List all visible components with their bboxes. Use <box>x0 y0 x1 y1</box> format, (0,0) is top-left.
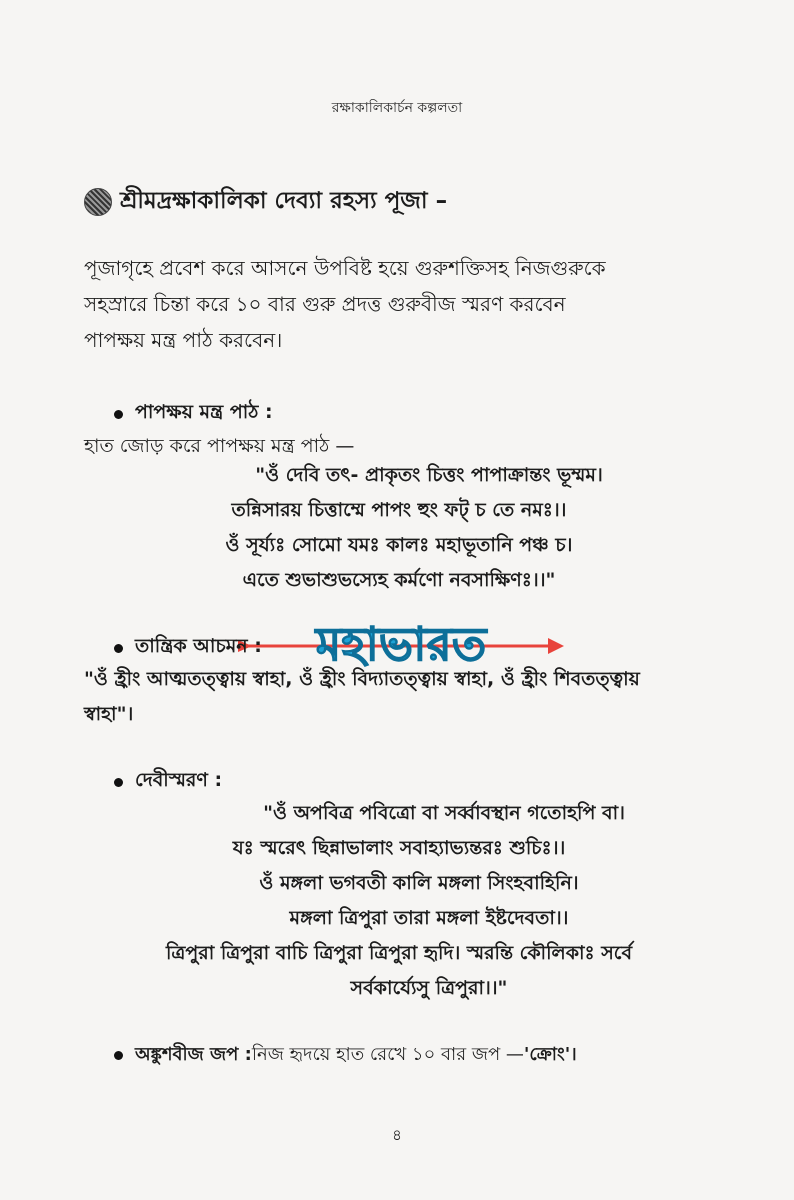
devismaran-mantra <box>84 796 714 1006</box>
mantra-line: "ওঁ অপবিত্র পবিত্রো বা সর্ব্বাবস্থান গতোহপি বা। <box>263 802 625 824</box>
intro-paragraph <box>84 250 714 358</box>
watermark-text: মহাভারত <box>315 617 487 671</box>
achaman-subheading <box>94 632 724 664</box>
bullet-dot-icon <box>114 644 123 653</box>
bullet-dot-icon <box>114 1051 123 1060</box>
achaman-line-2: স্বাহা"। <box>84 703 134 725</box>
intro-line-3: পাপক্ষয় মন্ত্র পাঠ করবেন। <box>84 328 283 352</box>
papakshay-title: পাপক্ষয় মন্ত্র পাঠ : <box>135 401 273 423</box>
achaman-mantra <box>84 662 724 732</box>
ankush-title: অঙ্কুশবীজ জপ : <box>135 1044 252 1065</box>
bullet-dot-icon <box>114 410 123 419</box>
mantra-line: ত্রিপুরা ত্রিপুরা বাচি ত্রিপুরা ত্রিপুরা হৃদি। স্মরন্তি কৌলিকাঃ সর্বে <box>165 942 633 964</box>
papakshay-mantra <box>84 458 714 598</box>
mantra-line: ওঁ মঙ্গলা ভগবতী কালি মঙ্গলা সিংহবাহিনি। <box>259 872 579 894</box>
running-header: রক্ষাকালিকার্চন কল্পলতা <box>331 100 463 116</box>
ankush-text: নিজ হৃদয়ে হাত রেখে ১০ বার জপ — <box>251 1044 524 1065</box>
devismaran-title: দেবীস্মরণ : <box>135 769 223 791</box>
page-number: ৪ <box>392 1126 402 1144</box>
mantra-line: ওঁ সূর্য্যঃ সোমো যমঃ কালঃ মহাভূতানি পঞ্চ চ। <box>225 534 573 556</box>
mantra-line: তন্নিসারয় চিত্তাম্মে পাপং হুং ফট্ চ তে নমঃ।। <box>231 499 567 521</box>
section-heading <box>84 182 714 221</box>
ankush-bija: 'ক্রোং'। <box>523 1044 577 1065</box>
mantra-line: এতে শুভাশুভস্যেহ কর্মণো নবসাক্ষিণঃ।।" <box>242 569 556 591</box>
intro-line-2: সহস্রারে চিন্তা করে ১০ বার গুরু প্রদত্ত গুরুবীজ স্মরণ করবেন <box>84 292 566 316</box>
papakshay-instruction: হাত জোড় করে পাপক্ষয় মন্ত্র পাঠ — <box>84 435 355 457</box>
papakshay-subheading <box>94 398 724 430</box>
mantra-line: সর্বকার্য্যেসু ত্রিপুরা।।" <box>350 977 508 999</box>
devismaran-subheading <box>94 766 724 798</box>
bullet-dot-icon <box>114 778 123 787</box>
mantra-line: মঙ্গলা ত্রিপুরা তারা মঙ্গলা ইষ্টদেবতা।। <box>289 907 569 929</box>
intro-line-1: পূজাগৃহে প্রবেশ করে আসনে উপবিষ্ট হয়ে গুরুশক্তিসহ নিজগুরুকে <box>84 256 606 280</box>
mantra-line: "ওঁ দেবি তৎ- প্রাকৃতং চিত্তং পাপাক্রান্তং ভূম্মম। <box>255 464 603 486</box>
achaman-line-1: "ওঁ হ্রীং আত্মতত্ত্বায় স্বাহা, ওঁ হ্রীং বিদ্যাতত্ত্বায় স্বাহা, ওঁ হ্রীং শিবতত্ত্বায় <box>84 668 640 690</box>
round-bullet-icon <box>84 188 112 216</box>
achaman-title: তান্ত্রিক আচমন : <box>135 635 262 657</box>
section-heading-text: শ্রীমদ্রক্ষাকালিকা দেব্যা রহস্য পূজা – <box>120 188 448 214</box>
mantra-line: যঃ স্মরেৎ ছিন্নাভালাং সবাহ্যাভ্যন্তরঃ শুচিঃ।। <box>232 837 566 859</box>
ankush-line <box>94 1040 724 1071</box>
